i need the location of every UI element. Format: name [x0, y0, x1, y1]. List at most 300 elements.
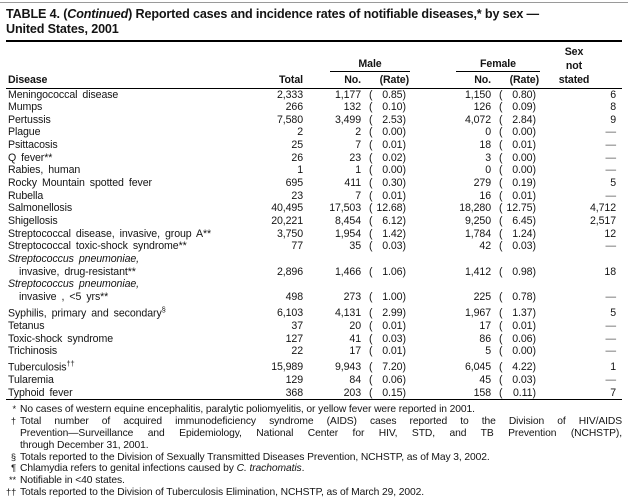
- female-count-cell: 0: [485, 164, 491, 177]
- male-rate-cell: [364, 139, 410, 152]
- male-count-cell: 1: [355, 164, 361, 177]
- sex-not-stated-cell: [540, 190, 622, 203]
- close-paren: ): [402, 240, 406, 253]
- female-rate-value: 0.00: [512, 126, 533, 139]
- disease-cell: [6, 202, 232, 215]
- male-rate-value: 0.10: [382, 101, 403, 114]
- open-paren: (: [369, 386, 373, 399]
- open-paren: (: [369, 202, 373, 215]
- footnote-text: [20, 487, 622, 499]
- male-rate-value: 0.03: [382, 240, 403, 253]
- open-paren: (: [499, 361, 503, 374]
- close-paren: ): [532, 113, 536, 126]
- close-paren: ): [402, 265, 406, 278]
- disease-name: Syphilis, primary and secondary: [8, 307, 162, 320]
- column-header-sex-line2: not: [565, 60, 583, 72]
- table-row: [6, 88, 622, 101]
- female-rate-cell: [494, 291, 540, 304]
- table-row: [6, 202, 622, 215]
- total-cell: 129: [285, 374, 303, 386]
- disease-name: Plague: [8, 126, 41, 139]
- female-rate-value: 0.78: [512, 291, 533, 303]
- disease-cell: [6, 320, 232, 333]
- female-count-cell: 126: [473, 101, 491, 114]
- sex-not-stated-cell: 1: [610, 361, 616, 374]
- male-rate-cell: [364, 228, 410, 241]
- table-body: [6, 88, 622, 400]
- total-cell: 77: [291, 240, 303, 253]
- disease-cell: [6, 152, 232, 165]
- male-rate-cell: [364, 345, 410, 358]
- close-paren: ): [532, 215, 536, 228]
- male-group-label: Male: [330, 58, 410, 72]
- female-rate-cell: [494, 215, 540, 228]
- title-continued: Continued: [67, 7, 129, 21]
- female-count-cell: 42: [479, 240, 491, 253]
- female-rate-cell: [494, 88, 540, 101]
- footnote-text: [20, 475, 622, 487]
- disease-cell: [6, 278, 622, 291]
- female-rate-value: 4.22: [512, 361, 533, 374]
- column-header-male-no: No.: [306, 72, 364, 88]
- table-row: [6, 291, 622, 304]
- disease-name: Meningococcal disease: [8, 88, 119, 101]
- sex-not-stated-cell: [540, 374, 622, 387]
- no-data-dash: —: [605, 189, 616, 202]
- disease-cell: [6, 358, 232, 374]
- female-rate-value: 0.09: [512, 101, 533, 114]
- female-rate-value: 0.19: [512, 177, 533, 190]
- total-cell: 3,750: [276, 227, 303, 240]
- male-rate-cell: [364, 333, 410, 346]
- open-paren: (: [499, 215, 503, 228]
- male-rate-cell: [364, 266, 410, 279]
- footnote: [6, 487, 622, 499]
- footnotes: [6, 404, 622, 498]
- disease-name: Rubella: [8, 189, 44, 202]
- female-count-cell: 1,150: [464, 88, 491, 101]
- header-spacer: [6, 58, 232, 72]
- sex-not-stated-cell: 2,517: [589, 215, 616, 228]
- disease-name: Streptococcal toxic-shock syndrome**: [8, 240, 187, 253]
- open-paren: (: [499, 164, 503, 177]
- male-count-cell: 1,466: [334, 265, 361, 278]
- close-paren: ): [402, 202, 406, 215]
- header-spacer: [410, 45, 540, 58]
- open-paren: (: [369, 307, 373, 320]
- female-rate-cell: [494, 387, 540, 400]
- column-header-total: Total: [232, 72, 306, 88]
- male-rate-value: 0.06: [382, 374, 403, 386]
- open-paren: (: [499, 126, 503, 139]
- footnote-italic-segment: C. trachomatis: [236, 463, 302, 475]
- sex-not-stated-cell: 9: [610, 113, 616, 126]
- close-paren: ): [532, 332, 536, 345]
- footnote-marker-ref: §: [161, 304, 166, 314]
- disease-name: Rabies, human: [8, 164, 81, 177]
- female-count-cell: 1,784: [464, 227, 491, 240]
- male-rate-cell: [364, 177, 410, 190]
- disease-name: Mumps: [8, 101, 43, 114]
- footnote-line: Totals reported to the Division of Tuberculosis Elimination, NCHSTP, as of March 29, 2002.: [20, 486, 425, 498]
- footnote-line: No cases of western equine encephalitis, paralytic poliomyelitis, or yellow fever were reported in 2001.: [20, 404, 475, 416]
- male-count-cell: 7: [355, 189, 361, 202]
- male-rate-cell: [364, 152, 410, 165]
- female-rate-value: 0.03: [512, 240, 533, 253]
- close-paren: ): [402, 139, 406, 152]
- column-header-disease: Disease: [6, 72, 232, 88]
- male-count-cell: 7: [355, 139, 361, 152]
- no-data-dash: —: [605, 126, 616, 139]
- disease-cell: [6, 114, 232, 127]
- female-rate-value: 0.06: [512, 332, 533, 345]
- female-rate-cell: [494, 266, 540, 279]
- female-count-cell: 9,250: [464, 215, 491, 228]
- sex-not-stated-cell: [540, 240, 622, 253]
- table-row: [6, 152, 622, 165]
- open-paren: (: [499, 374, 503, 386]
- male-rate-value: 0.85: [382, 88, 403, 101]
- close-paren: ): [402, 113, 406, 126]
- table-header: [6, 45, 622, 88]
- male-count-cell: 273: [343, 291, 361, 303]
- open-paren: (: [499, 189, 503, 202]
- open-paren: (: [369, 227, 373, 240]
- male-count-cell: 20: [349, 319, 361, 332]
- female-count-cell: 1,412: [464, 265, 491, 278]
- close-paren: ): [532, 202, 536, 215]
- footnote-line: Notifiable in <40 states.: [20, 475, 125, 487]
- footnote-marker: **: [8, 475, 16, 486]
- open-paren: (: [369, 177, 373, 190]
- table-row: [6, 139, 622, 152]
- male-rate-value: 0.01: [382, 345, 403, 358]
- female-count-cell: 158: [410, 387, 494, 400]
- open-paren: (: [499, 265, 503, 278]
- footnote-line: through December 31, 2001.: [20, 439, 149, 451]
- close-paren: ): [532, 126, 536, 139]
- male-count-cell: 1,177: [334, 88, 361, 101]
- table-row: [6, 333, 622, 346]
- disease-name: Streptococcus pneumoniae,: [8, 278, 140, 291]
- header-spacer: [306, 45, 410, 58]
- total-cell: 15,989: [271, 361, 303, 374]
- close-paren: ): [402, 215, 406, 228]
- close-paren: ): [402, 307, 406, 320]
- open-paren: (: [499, 307, 503, 320]
- open-paren: (: [369, 189, 373, 202]
- male-rate-cell: [364, 320, 410, 333]
- male-rate-cell: [364, 164, 410, 177]
- footnote-marker-ref: ††: [66, 358, 75, 368]
- total-cell: 127: [285, 332, 303, 345]
- disease-name: Toxic-shock syndrome: [8, 332, 113, 345]
- footnote: [6, 475, 622, 487]
- female-count-cell: 18,280: [459, 202, 491, 215]
- no-data-dash: —: [605, 240, 616, 253]
- header-spacer: [232, 58, 306, 72]
- disease-name: Typhoid fever: [8, 386, 73, 399]
- disease-name: Streptococcal disease, invasive, group A**: [8, 227, 212, 240]
- open-paren: (: [369, 126, 373, 139]
- male-rate-value: 0.00: [382, 164, 403, 177]
- female-rate-value: 2.84: [512, 113, 533, 126]
- total-cell: 2: [297, 126, 303, 139]
- open-paren: (: [369, 374, 373, 386]
- disease-name: invasive , <5 yrs**: [19, 291, 109, 303]
- total-cell: 498: [285, 291, 303, 303]
- sex-not-stated-cell: [540, 139, 622, 152]
- female-rate-value: 0.01: [512, 139, 533, 152]
- male-count-cell: 411: [344, 177, 361, 190]
- male-rate-cell: [364, 358, 410, 374]
- table-row: [6, 126, 622, 139]
- no-data-dash: —: [605, 164, 616, 177]
- footnote-text-segment: Chlamydia refers to genital infections caused by: [20, 463, 237, 475]
- close-paren: ): [532, 307, 536, 320]
- sex-not-stated-cell: [540, 164, 622, 177]
- open-paren: (: [369, 101, 373, 114]
- table-row: [6, 240, 622, 253]
- table-row: [6, 320, 622, 333]
- female-rate-value: 0.11: [513, 386, 533, 399]
- footnote: [6, 452, 622, 464]
- open-paren: (: [499, 139, 503, 152]
- male-count-cell: 2: [355, 126, 361, 139]
- open-paren: (: [499, 386, 503, 399]
- close-paren: ): [402, 291, 406, 303]
- open-paren: (: [369, 265, 373, 278]
- disease-cell: [6, 101, 232, 114]
- footnote-line: Totals reported to the Division of Sexually Transmitted Diseases Prevention, NCHSTP, as of May 3, 2002.: [20, 451, 490, 463]
- table-row: [6, 101, 622, 114]
- close-paren: ): [402, 126, 406, 139]
- sex-not-stated-cell: 4,712: [589, 202, 616, 215]
- female-rate-cell: [494, 190, 540, 203]
- total-cell: 40,495: [271, 202, 303, 215]
- column-group-male: [306, 58, 410, 72]
- table-row: [6, 278, 622, 291]
- close-paren: ): [532, 240, 536, 253]
- open-paren: (: [369, 240, 373, 253]
- disease-name: Tetanus: [8, 319, 45, 332]
- table-row: [6, 345, 622, 358]
- male-rate-cell: [364, 202, 410, 215]
- open-paren: (: [369, 345, 373, 358]
- open-paren: (: [499, 88, 503, 101]
- male-rate-cell: [364, 291, 410, 304]
- open-paren: (: [499, 291, 503, 303]
- close-paren: ): [402, 101, 406, 114]
- disease-cell: [6, 253, 622, 266]
- male-rate-value: 6.12: [382, 215, 403, 228]
- female-count-cell: 86: [479, 332, 491, 345]
- male-rate-value: 12.68: [376, 202, 403, 215]
- table-title: [6, 0, 622, 37]
- male-rate-value: 0.15: [382, 386, 403, 399]
- female-count-cell: 3: [485, 151, 491, 164]
- disease-cell: [6, 126, 232, 139]
- no-data-dash: —: [605, 345, 616, 358]
- close-paren: ): [402, 386, 406, 399]
- male-rate-value: 0.02: [382, 151, 403, 164]
- female-rate-cell: [494, 333, 540, 346]
- total-cell: 695: [285, 177, 303, 190]
- table-row: [6, 266, 622, 279]
- open-paren: (: [369, 151, 373, 164]
- male-rate-value: 1.06: [382, 265, 403, 278]
- female-rate-value: 0.00: [512, 345, 533, 358]
- open-paren: (: [499, 332, 503, 345]
- total-cell: 25: [291, 139, 303, 152]
- male-rate-value: 7.20: [382, 361, 403, 374]
- disease-cell: [6, 164, 232, 177]
- female-rate-cell: [494, 114, 540, 127]
- footnote-text: [20, 463, 622, 475]
- female-rate-value: 0.98: [512, 265, 533, 278]
- male-count-cell: 17: [349, 345, 361, 358]
- close-paren: ): [402, 374, 406, 386]
- footnote: [6, 404, 622, 416]
- open-paren: (: [369, 332, 373, 345]
- disease-cell: [6, 228, 232, 241]
- open-paren: (: [369, 319, 373, 332]
- male-rate-value: 0.01: [382, 319, 403, 332]
- sex-not-stated-cell: 12: [604, 227, 616, 240]
- male-count-cell: 17,503: [329, 202, 361, 215]
- close-paren: ): [532, 374, 536, 386]
- sex-not-stated-cell: [540, 291, 622, 304]
- footnote-text: [20, 404, 622, 416]
- total-cell: 368: [232, 387, 306, 400]
- total-cell: 20,221: [271, 215, 303, 228]
- sex-not-stated-cell: 6: [610, 88, 616, 101]
- close-paren: ): [532, 345, 536, 358]
- male-rate-value: 2.53: [382, 113, 403, 126]
- female-count-cell: 0: [485, 126, 491, 139]
- table-row: [6, 114, 622, 127]
- sex-not-stated-cell: [540, 320, 622, 333]
- no-data-dash: —: [605, 291, 616, 303]
- disease-name: Streptococcus pneumoniae,: [8, 253, 140, 266]
- female-rate-cell: [494, 101, 540, 114]
- close-paren: ): [402, 177, 406, 190]
- male-rate-cell: [364, 114, 410, 127]
- disease-name: Trichinosis: [8, 345, 58, 358]
- open-paren: (: [499, 113, 503, 126]
- table-title-line1: [6, 7, 622, 22]
- footnote-line: Prevention—Surveillance and Epidemiology, National Center for HIV, STD, and TB Prevention (NCHSTP),: [20, 427, 622, 439]
- disease-name: Q fever**: [8, 151, 53, 164]
- male-count-cell: 41: [349, 332, 361, 345]
- total-cell: 26: [291, 151, 303, 164]
- open-paren: (: [369, 361, 373, 374]
- disease-cell: [6, 190, 232, 203]
- open-paren: (: [499, 319, 503, 332]
- close-paren: ): [402, 332, 406, 345]
- disease-name: invasive, drug-resistant**: [19, 265, 136, 278]
- male-rate-cell: [364, 88, 410, 101]
- title-suffix: ) Reported cases and incidence rates of notifiable diseases,* by sex —: [128, 7, 539, 21]
- male-count-cell: 8,454: [334, 215, 361, 228]
- table-row: [6, 387, 622, 400]
- open-paren: (: [369, 164, 373, 177]
- disease-name: Salmonellosis: [8, 202, 73, 215]
- close-paren: ): [402, 319, 406, 332]
- close-paren: ): [532, 291, 536, 303]
- close-paren: ): [532, 319, 536, 332]
- open-paren: (: [499, 345, 503, 358]
- no-data-dash: —: [605, 139, 616, 152]
- female-count-cell: 17: [479, 319, 491, 332]
- disease-cell: [6, 291, 232, 304]
- footnote-marker: †: [10, 416, 16, 427]
- male-rate-value: 1.42: [382, 227, 403, 240]
- female-count-cell: 16: [479, 189, 491, 202]
- column-header-sex-line1: Sex: [564, 46, 584, 58]
- close-paren: ): [402, 361, 406, 374]
- male-rate-value: 0.01: [382, 139, 403, 152]
- total-cell: 2,896: [276, 265, 303, 278]
- female-count-cell: 4,072: [464, 113, 491, 126]
- close-paren: ): [402, 345, 406, 358]
- male-rate-cell: [364, 387, 410, 400]
- column-group-female: [410, 58, 540, 72]
- female-rate-value: 0.00: [512, 164, 533, 177]
- female-count-cell: 225: [473, 291, 491, 303]
- close-paren: ): [402, 164, 406, 177]
- open-paren: (: [499, 101, 503, 114]
- close-paren: ): [532, 101, 536, 114]
- female-rate-cell: [494, 228, 540, 241]
- open-paren: (: [369, 139, 373, 152]
- female-rate-cell: [494, 358, 540, 374]
- total-cell: 1: [297, 164, 303, 177]
- female-rate-cell: [494, 139, 540, 152]
- disease-name: Shigellosis: [8, 215, 58, 228]
- disease-cell: [6, 333, 232, 346]
- footnote-marker: ††: [6, 486, 17, 497]
- close-paren: ): [532, 151, 536, 164]
- sex-not-stated-cell: 5: [610, 177, 616, 190]
- male-rate-value: 0.00: [382, 126, 403, 139]
- open-paren: (: [369, 113, 373, 126]
- footnote-marker: §: [10, 451, 16, 462]
- disease-name: Pertussis: [8, 113, 51, 126]
- male-count-cell: 203: [306, 387, 364, 400]
- disease-cell: [6, 266, 232, 279]
- disease-name: Rocky Mountain spotted fever: [8, 177, 152, 190]
- female-count-cell: 279: [473, 177, 491, 190]
- disease-cell: [6, 139, 232, 152]
- column-header-male-rate: (Rate): [364, 72, 410, 88]
- female-rate-cell: [494, 126, 540, 139]
- sex-not-stated-cell: 18: [604, 265, 616, 278]
- footnote-text: [20, 416, 622, 451]
- header-spacer: [232, 45, 306, 58]
- table-row: [6, 177, 622, 190]
- male-count-cell: 9,943: [334, 361, 361, 374]
- male-rate-cell: [364, 190, 410, 203]
- sex-not-stated-cell: [540, 345, 622, 358]
- female-rate-value: 0.03: [512, 374, 533, 386]
- disease-cell: [6, 177, 232, 190]
- open-paren: (: [369, 215, 373, 228]
- disease-table: [6, 45, 622, 400]
- close-paren: ): [402, 189, 406, 202]
- table-row: [6, 253, 622, 266]
- male-count-cell: 3,499: [334, 113, 361, 126]
